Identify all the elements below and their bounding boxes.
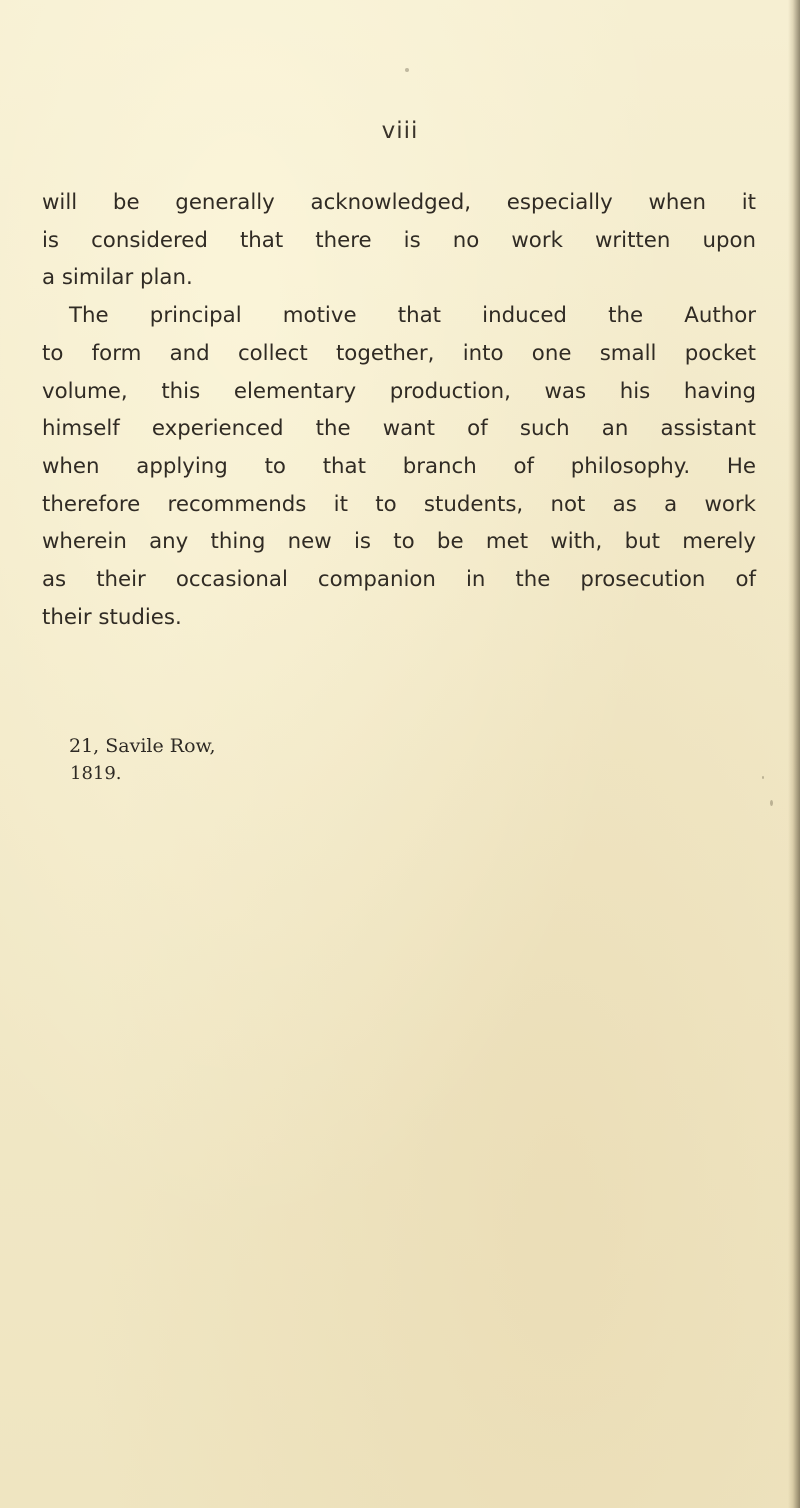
text-line: to form and collect together, into one small pocket — [42, 340, 756, 366]
signature-address: 21, Savile Row, — [69, 735, 216, 757]
signature-block — [69, 733, 216, 787]
paper-speck — [770, 800, 773, 806]
body-text — [42, 184, 756, 636]
text-line: wherein any thing new is to be met with, but merely — [42, 529, 756, 555]
paper-speck — [405, 68, 409, 72]
text-line: The principal motive that induced the Author — [69, 303, 756, 329]
text-line: as their occasional companion in the prosecution of — [42, 567, 756, 593]
paper-speck — [762, 776, 764, 779]
text-line: volume, this elementary production, was his having — [42, 378, 756, 404]
text-line: is considered that there is no work written upon — [42, 227, 756, 253]
text-line: himself experienced the want of such an assistant — [42, 416, 756, 442]
page-edge-shadow — [788, 0, 800, 1508]
text-line: their studies. — [42, 604, 182, 630]
paragraph-1 — [42, 184, 756, 297]
page-number: viii — [381, 118, 419, 144]
text-line: will be generally acknowledged, especially when it — [42, 190, 756, 215]
text-line: a similar plan. — [42, 265, 193, 291]
text-line: when applying to that branch of philosophy. He — [42, 453, 756, 479]
paragraph-2 — [42, 297, 756, 636]
signature-year: 1819. — [70, 763, 122, 784]
text-line: therefore recommends it to students, not as a work — [42, 491, 756, 517]
